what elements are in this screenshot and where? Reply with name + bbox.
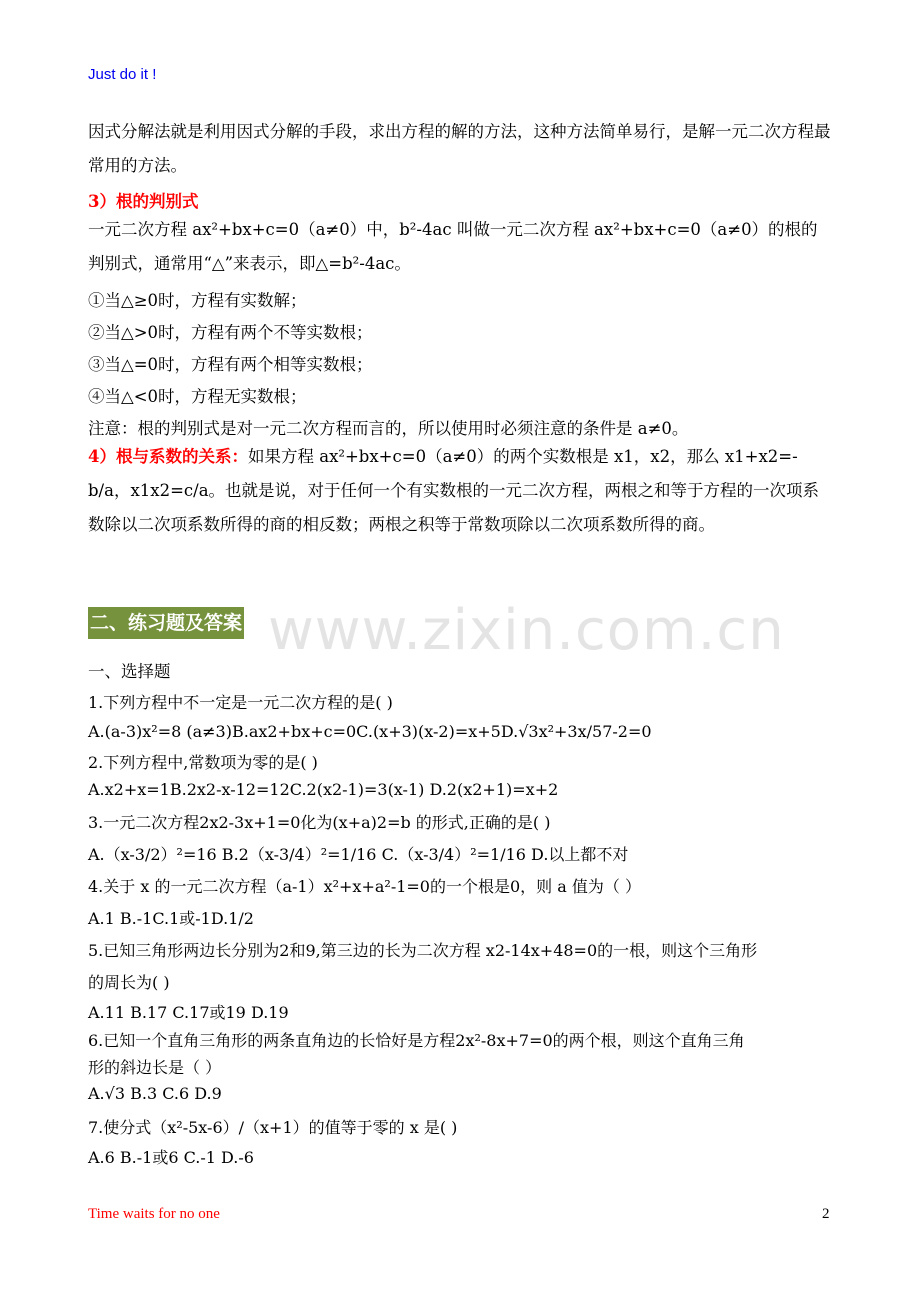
- question-3: 3.一元二次方程2x2-3x+1=0化为(x+a)2=b 的形式,正确的是( ): [88, 813, 551, 832]
- question-2-options: A.x2+x=1B.2x2-x-12=12C.2(x2-1)=3(x-1) D.2(x2+1)=x+2: [88, 780, 559, 799]
- discriminant-note: 注意：根的判别式是对一元二次方程而言的，所以使用时必须注意的条件是 a≠0。: [88, 419, 689, 438]
- question-7-options: A.6 B.-1或6 C.-1 D.-6: [88, 1148, 254, 1167]
- discriminant-heading: 3）根的判别式: [88, 192, 199, 211]
- discriminant-case-4: ④当△<0时，方程无实数根；: [88, 387, 307, 406]
- question-4: 4.关于 x 的一元二次方程（a-1）x²+x+a²-1=0的一个根是0，则 a 值为（ ）: [88, 877, 641, 896]
- discriminant-case-2: ②当△>0时，方程有两个不等实数根；: [88, 323, 373, 342]
- discriminant-case-3: ③当△=0时，方程有两个相等实数根；: [88, 355, 373, 374]
- question-6-cont: 形的斜边长是（ ）: [88, 1058, 222, 1077]
- question-6: 6.已知一个直角三角形的两条直角边的长恰好是方程2x²-8x+7=0的两个根，则这个直角三角: [88, 1031, 745, 1050]
- vieta-heading: 4）根与系数的关系：: [88, 447, 248, 466]
- vieta-body: 如果方程 ax²+bx+c=0（a≠0）的两个实数根是 x1，x2，那么 x1+x2=-b/a，x1x2=c/a。也就是说，对于任何一个有实数根的一元二次方程，两根之和等于方程的一次项系数除以二次项系数所得的商的相反数；两根之积等于常数项除以二次项系数所得的商。: [88, 447, 820, 534]
- question-4-options: A.1 B.-1C.1或-1D.1/2: [88, 909, 254, 928]
- question-6-options: A.√3 B.3 C.6 D.9: [88, 1084, 222, 1103]
- factor-method-paragraph: 因式分解法就是利用因式分解的手段，求出方程的解的方法，这种方法简单易行，是解一元二次方程最常用的方法。: [88, 122, 831, 175]
- vieta-paragraph: [88, 440, 832, 542]
- question-5-options: A.11 B.17 C.17或19 D.19: [88, 1003, 289, 1022]
- header-motto: Just do it !: [88, 66, 157, 83]
- question-5: 5.已知三角形两边长分别为2和9,第三边的长为二次方程 x2-14x+48=0的一根，则这个三角形: [88, 941, 758, 960]
- discriminant-case-1: ①当△≥0时，方程有实数解；: [88, 291, 307, 310]
- discriminant-definition: 一元二次方程 ax²+bx+c=0（a≠0）中，b²-4ac 叫做一元二次方程 ax²+bx+c=0（a≠0）的根的判别式，通常用“△”来表示，即△=b²-4ac。: [88, 220, 818, 273]
- section-banner: 二、练习题及答案: [88, 607, 244, 639]
- page-number: 2: [822, 1206, 830, 1222]
- footer-motto: Time waits for no one: [88, 1206, 220, 1222]
- section-subtitle: 一、选择题: [88, 662, 171, 681]
- question-5-cont: 的周长为( ): [88, 973, 170, 992]
- watermark: www.zixin.com.cn: [268, 598, 785, 663]
- question-1: 1.下列方程中不一定是一元二次方程的是( ): [88, 693, 393, 712]
- question-3-options: A.（x-3/2）²=16 B.2（x-3/4）²=1/16 C.（x-3/4）²=1/16 D.以上都不对: [88, 845, 629, 864]
- question-1-options: A.(a-3)x²=8 (a≠3)B.ax2+bx+c=0C.(x+3)(x-2)=x+5D.√3x²+3x/57-2=0: [88, 722, 652, 741]
- question-7: 7.使分式（x²-5x-6）/（x+1）的值等于零的 x 是( ): [88, 1118, 458, 1137]
- question-2: 2.下列方程中,常数项为零的是( ): [88, 753, 318, 772]
